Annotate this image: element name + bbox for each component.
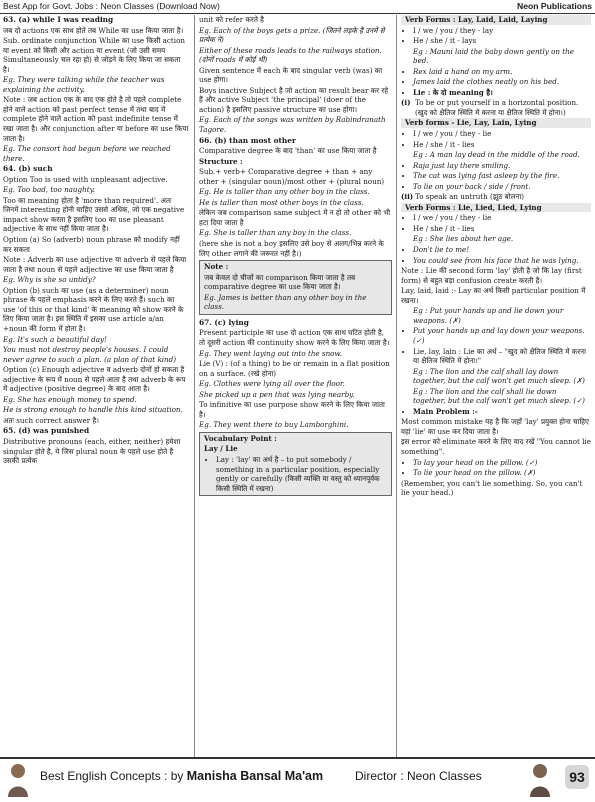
column-right	[401, 15, 591, 757]
bullet-list	[401, 213, 591, 223]
vocabulary-box	[199, 432, 392, 496]
vocabulary-list	[204, 455, 387, 493]
example-text: Eg. Too bad, too naughty.	[3, 185, 95, 195]
example-text: Eg. He is taller than any other boy in the class.	[199, 187, 370, 197]
bullet-list	[401, 67, 591, 77]
example-text: Eg. They were talking while the teacher was explaining the activity.	[3, 75, 165, 94]
footer-author	[40, 769, 323, 783]
bullet-list	[401, 77, 591, 87]
body-text: Note : जब action एक के बाद एक होते है तो पहले complete होने वाले action को past perfect tense में तथा बाद में complete होने वाले action को past indefinite tense में रखा जाता है। और conjunction after या before का use किया जाता है।	[3, 95, 189, 143]
footer-author-prefix: Best English Concepts : by	[40, 769, 187, 783]
author-avatar-icon	[6, 761, 30, 797]
example-text: She picked up a pen that was lying nearby.	[199, 389, 355, 399]
answer-heading: 65. (d) was punished	[3, 426, 90, 436]
body-text: Boys inactive Subject है जो action का result bear कर रहे हैं और active Subject 'the principal' (doer of the action) है इसलिए passive structure का use होगा।	[199, 85, 389, 114]
bullet-list	[401, 26, 591, 36]
example-text: Eg. They went there to buy Lamborghini.	[199, 420, 349, 430]
body-text: Lay, laid, laid :- Lay का अर्थ किसी particular position में रखना।	[401, 286, 586, 305]
vocabulary-subtitle: Lay / Lie	[204, 444, 238, 454]
roman-numeral-text: To be or put yourself in a horizontal position. (खुद को क्षैतिज स्थिति में करना या क्षैतिज स्थिति में होना।)	[415, 98, 579, 117]
body-text: Lie (V) : (of a thing) to be or remain in a flat position on a surface. (रखे होना)	[199, 359, 390, 378]
bullet-item: • To lie on your back / side / front.	[413, 182, 591, 192]
roman-numeral-item	[401, 98, 591, 117]
bullet-item: • You could see from his face that he was lying.	[413, 256, 591, 266]
bullet-list	[401, 256, 591, 266]
bullet-item: • Main Problem :-	[413, 407, 591, 417]
bullet-list	[401, 182, 591, 192]
header-divider	[0, 13, 595, 14]
answer-67-block	[199, 318, 392, 430]
bullet-list	[401, 407, 591, 417]
header-publisher: Neon Publications	[517, 1, 592, 11]
column-divider	[396, 15, 397, 757]
example-text: Eg : The lion and the calf shall lay down together, but the calf won't get much sleep. (✗)	[413, 366, 585, 386]
example-text: He is taller than most other boys in the class.	[199, 197, 364, 207]
bullet-item: • I / we / you / they - lie	[413, 129, 591, 139]
column-divider	[194, 15, 195, 757]
body-text: लेकिन जब comparison same subject में न हो तो other को भी हटा दिया जाता है	[199, 208, 391, 227]
column-left	[3, 15, 189, 757]
body-text: Note : Lie की second form 'lay' होती है जो कि lay (first form) से बहुत बड़ा confusion create करती है।	[401, 266, 582, 285]
body-text: अतः such correct answer है।	[3, 415, 99, 425]
example-text: Eg. Clothes were lying all over the floor.	[199, 379, 345, 389]
body-text: (Remember, you can't lie something. So, you can't lie your head.)	[401, 478, 583, 498]
bullet-list	[401, 468, 591, 478]
footer-author-name: Manisha Bansal Ma'am	[186, 769, 324, 783]
body-text: जब दो actions एक साथ होते तब While का use किया जाता है।	[3, 25, 184, 35]
roman-numeral-item	[401, 192, 591, 202]
roman-numeral-label: (i)	[401, 98, 411, 108]
example-text: You must not destroy people's houses. I could never agree to such a plan. (a plan of that kind)	[3, 345, 177, 364]
bullet-item: • He / she / it - lies	[413, 140, 591, 150]
answer-66-block	[199, 15, 392, 258]
bullet-item: • Raja just lay there smiling.	[413, 161, 591, 171]
bullet-list	[401, 129, 591, 139]
answer-heading: 64. (b) such	[3, 164, 53, 174]
bullet-list	[401, 171, 591, 181]
verb-forms-heading: Verb forms - Lie, Lay, Lain, Lying	[401, 118, 591, 128]
bullet-item: • Put your hands up and lay down your weapons. (✓)	[413, 326, 591, 345]
bullet-list	[401, 347, 591, 366]
subheading: Structure :	[199, 156, 243, 166]
body-text: (here she is not a boy इसलिए उसे boy से अलग/भिन्न करने के लिए other लगाने की जरूरत नहीं है।)	[199, 239, 384, 258]
answer-heading: 63. (a) while I was reading	[3, 15, 114, 24]
bullet-list	[401, 161, 591, 171]
vocabulary-title: Vocabulary Point :	[204, 433, 277, 443]
page-number: 93	[565, 765, 589, 789]
body-text: Too का meaning होता है 'more than required'. अतः जिनमें interesting होनी चाहिए उससे अधिक, जो एक negative impact show करता है इसलिए too का use pleasant adjective के साथ नहीं किया जाता है।	[3, 195, 185, 234]
example-text: Eg. It's such a beautiful day!	[3, 334, 107, 344]
example-text: Eg : She lies about her age.	[413, 234, 514, 244]
verb-forms-heading: Verb Forms : Lay, Laid, Laid, Laying	[401, 15, 591, 25]
director-avatar-icon	[528, 761, 552, 797]
bullet-item: • To lie your head on the pillow. (✗)	[413, 468, 591, 478]
bullet-list	[401, 140, 591, 150]
example-text: Eg : The lion and the calf shall lie down together, but the calf won't get much sleep. (✓)	[413, 386, 585, 406]
bullet-item: • He / she / it - lays	[413, 36, 591, 46]
header-promo-text: Best App for Govt. Jobs : Neon Classes (Download Now)	[3, 1, 220, 11]
page-footer	[0, 757, 595, 802]
bullet-list	[401, 458, 591, 468]
body-text: Given sentence में each के बाद singular verb (was) का use होगा।	[199, 65, 383, 85]
footer-director: Director : Neon Classes	[355, 769, 482, 783]
body-text: Option (a) So (adverb) noun phrase को modify नहीं कर सकता	[3, 235, 180, 254]
answer-heading: 66. (b) than most other	[199, 135, 296, 145]
body-text: Option Too is used with unpleasant adjective.	[3, 174, 168, 184]
bullet-item: • Don't lie to me!	[413, 245, 591, 255]
body-text: Comparative degree के बाद 'than' का use किया जाता है	[199, 146, 377, 156]
note-example: Eg. James is better than any other boy in the class.	[204, 292, 367, 312]
body-text: Note : Adverb का use adjective या adverb से पहले किया जाता है तथा noun से पहले adjective का use किया जाता है	[3, 255, 187, 274]
bullet-item: • I / we / you / they - lay	[413, 26, 591, 36]
body-text: Present participle का use दो action एक साथ घटित होती है, तो दूसरी action की continuity show करने के लिए किया जाता है।	[199, 328, 390, 347]
body-text: Sub.+ verb+ Comparative degree + than + any other + (singular noun)/most other + (plural noun)	[199, 167, 385, 186]
roman-numeral-text: To speak an untruth (झूठ बोलना)	[415, 192, 525, 202]
verb-forms-heading: Verb Forms : Lie, Lied, Lied, Lying	[401, 203, 591, 213]
bullet-list	[401, 326, 591, 345]
bullet-item: • James laid the clothes neatly on his bed.	[413, 77, 591, 87]
bullet-list	[401, 245, 591, 255]
column-middle	[199, 15, 392, 757]
vocabulary-item: • Lay : 'lay' का अर्थ है – to put somebody / something in a particular position, especially gently or carefully (किसी व्यक्ति या वस्तु को ध्यानपूर्वक किसी स्थिति में रखना)	[216, 455, 387, 493]
body-text: Distributive pronouns (each, either, neither) हमेशा singular होते है, ये जिस plural noun के पहले use होते है उसकी प्रत्येक	[3, 436, 181, 466]
body-text: unit को refer करते है	[199, 15, 264, 24]
bullet-list	[401, 224, 591, 234]
example-text: Eg. Why is she so untidy?	[3, 275, 96, 285]
bullet-item: • Rex laid a hand on my arm.	[413, 67, 591, 77]
bullet-list	[401, 88, 591, 98]
example-text: Eg : A man lay dead in the middle of the road.	[413, 150, 580, 160]
body-text: Most common mistake यह है कि जहाँ 'lay' प्रयुक्त होना चाहिए वहां 'lie' का use कर दिया जाता है।	[401, 417, 590, 436]
bullet-item: • Lie : के दो meaning है।	[413, 88, 591, 98]
page-header	[0, 0, 595, 13]
note-body: जब केवल दो चीजों का comparison किया जाता है तब comparative degree का use किया जाता है।	[204, 272, 356, 292]
example-text: Eg. Each of the boys gets a prize. (जितने लड़के हैं उनमें से प्रत्येक ने)	[199, 25, 385, 45]
example-text: Either of these roads leads to the railways station. (दोनों roads में कोई भी)	[199, 45, 382, 65]
example-text: Eg : Put your hands up and lie down your weapons. (✗)	[413, 306, 564, 325]
roman-numeral-label: (ii)	[401, 192, 414, 202]
example-text: Eg. She has enough money to spend.	[3, 394, 137, 404]
body-text: To infinitive का use purpose show करने के लिए किया जाता है।	[199, 400, 385, 419]
example-text: He is strong enough to handle this kind situation.	[3, 405, 183, 415]
body-text: Sub. ordinate conjunction While का use किसी action या event को किसी और action या event (जो उसी समय Simultaneously चल रहा हो) से जोड़ने के लिए किया जा सकता है।	[3, 36, 185, 74]
note-box	[199, 260, 392, 315]
bullet-list	[401, 36, 591, 46]
example-text: Eg : Mauni laid the baby down gently on the bed.	[413, 46, 574, 66]
bullet-item: • To lay your head on the pillow. (✓)	[413, 458, 591, 468]
note-title: Note :	[204, 262, 229, 272]
body-text: Option (b) such का use (as a determiner) noun phrase के पहले emphasis करने के लिए करते हैं। such का use 'of this or that kind' के meaning को show करने के लिए किया जाता है। इस स्थिति में इसका use article a/an +noun की form में होता है।	[3, 285, 184, 333]
bullet-item: • He / she / it - lies	[413, 224, 591, 234]
example-text: Eg. The consort had begun before we reached there.	[3, 144, 171, 163]
body-text: Option (c) Enough adjective व adverb दोनों हो सकता है adjective के रूप में noun से पहले आता है तथा adverb के रूप में adjective (positive degree) के बाद आता है।	[3, 365, 186, 394]
answer-heading: 67. (c) lying	[199, 317, 249, 327]
body-text: इस error को eliminate करने के लिए याद रखें "You cannot lie something".	[401, 437, 591, 456]
example-text: Eg. She is taller than any boy in the class.	[199, 228, 352, 238]
example-text: Eg. They went laying out into the snow.	[199, 348, 343, 358]
example-text: Eg. Each of the songs was written by Rabindranath Tagore.	[199, 115, 386, 135]
bullet-item: • Lie, lay, lain : Lie का अर्थ – "खुद को क्षैतिज स्थिति में करना या क्षैतिज स्थिति में होना।"	[413, 347, 591, 366]
bullet-item: • The cat was lying fast asleep by the fire.	[413, 171, 591, 181]
bullet-item: • I / we / you / they - lie	[413, 213, 591, 223]
